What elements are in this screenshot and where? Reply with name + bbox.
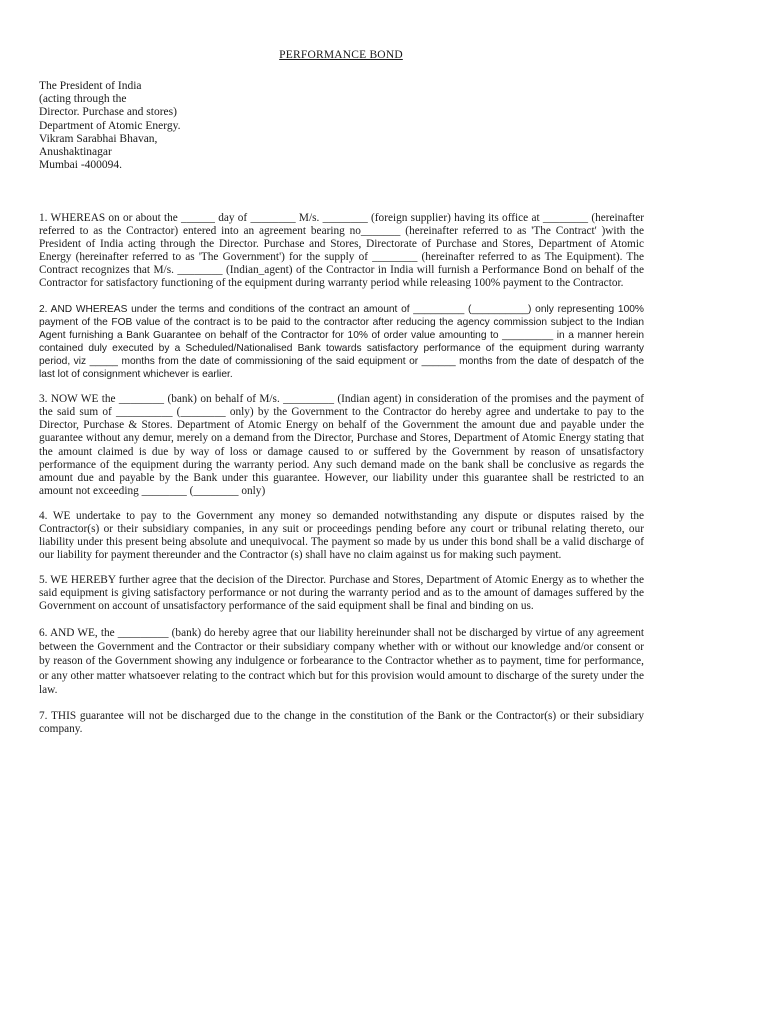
clause-2: 2. AND WHEREAS under the terms and conditions of the contract an amount of _________ (__________) only representing 100% payment of the FOB value of the contract is to be paid to the contractor after reducing the agency commission subject to the Indian Agent furnishing a Bank Guarantee on behalf of the Contractor for 10% of order value amounting to _________ in a manner herein contained duly executed by a Scheduled/Nationalised Bank towards satisfactory performance of the equipment during warranty period, viz _____ months from the date of commissioning of the said equipment or ______ months from the date of despatch of the last lot of consignment whichever is earlier. [39,303,644,381]
address-line: (acting through the [39,93,127,106]
document-title: PERFORMANCE BOND [279,49,403,61]
address-line: Anushaktinagar [39,146,112,159]
address-line: The President of India [39,80,142,92]
clauses-section [39,212,644,736]
clause-4: 4. WE undertake to pay to the Government any money so demanded notwithstanding any dispute or disputes raised by the Contractor(s) or their subsidiary companies, in any suit or proceedings pending before any court or tribunal relating thereto, our liability under this present being absolute and unequivocal. The payment so made by us under this bond shall be a valid discharge of our liability for payment thereunder and the Contractor (s) shall have no claim against us for making such payment. [39,509,644,562]
clause-6: 6. AND WE, the _________ (bank) do hereby agree that our liability hereinunder shall not be discharged by virtue of any agreement between the Government and the Contractor or their subsidiary company whether with or without our knowledge and/or consent or by reason of the Government showing any indulgence or forbearance to the Contractor whether as to payment, time for performance, or any other matter whatsoever relating to the contract which but for this provision would amount to discharge of the surety under the law. [39,626,644,697]
addressee-block [39,80,339,172]
clause-7: 7. THIS guarantee will not be discharged due to the change in the constitution of the Bank or the Contractor(s) or their subsidiary company. [39,709,644,735]
address-line: Mumbai -400094. [39,159,123,172]
clause-5: 5. WE HEREBY further agree that the decision of the Director. Purchase and Stores, Department of Atomic Energy as to whether the said equipment is giving satisfactory performance or not during the warranty period and as to the amount of damages suffered by the Government on account of unsatisfactory performance of the said equipment shall be final and binding on us. [39,574,644,613]
address-line: Department of Atomic Energy. [39,119,181,132]
address-line: Vikram Sarabhai Bhavan, [39,132,158,145]
clause-1: 1. WHEREAS on or about the ______ day of ________ M/s. ________ (foreign supplier) having its office at ________ (hereinafter referred to as the Contractor) entered into an agreement bearing no_______ (hereinafter referred to as 'The Contract' )with the President of India acting through the Director. Purchase and Stores, Directorate of Purchase and Stores, Department of Atomic Energy (hereinafter referred to as 'The Government') for the supply of ________ (hereinafter referred to as The Equipment). The Contract recognizes that M/s. ________ (Indian_agent) of the Contractor in India will furnish a Performance Bond on behalf of the Contractor for satisfactory functioning of the equipment during warranty period while releasing 100% payment to the Contractor. [39,212,644,290]
clause-3: 3. NOW WE the ________ (bank) on behalf of M/s. _________ (Indian agent) in consideration of the promises and the payment of the said sum of __________ (________ only) by the Government to the Contractor do hereby agree and undertake to pay to the Director, Purchase & Stores. Department of Atomic Energy on behalf of the Government the amount due and payable under the guarantee without any demur, merely on a demand from the Director, Purchase and Stores, Department of Atomic Energy stating that the amount claimed is due by way of loss or damage caused to or suffered by the Government by reason of unsatisfactory performance of the equipment during the warranty period. Any such demand made on the bank shall be conclusive as regards the amount due and payable by the Bank under this guarantee. However, our liability under this guarantee shall be restricted to an amount not exceeding ________ (________ only) [39,393,644,497]
address-line: Director. Purchase and stores) [39,106,177,119]
